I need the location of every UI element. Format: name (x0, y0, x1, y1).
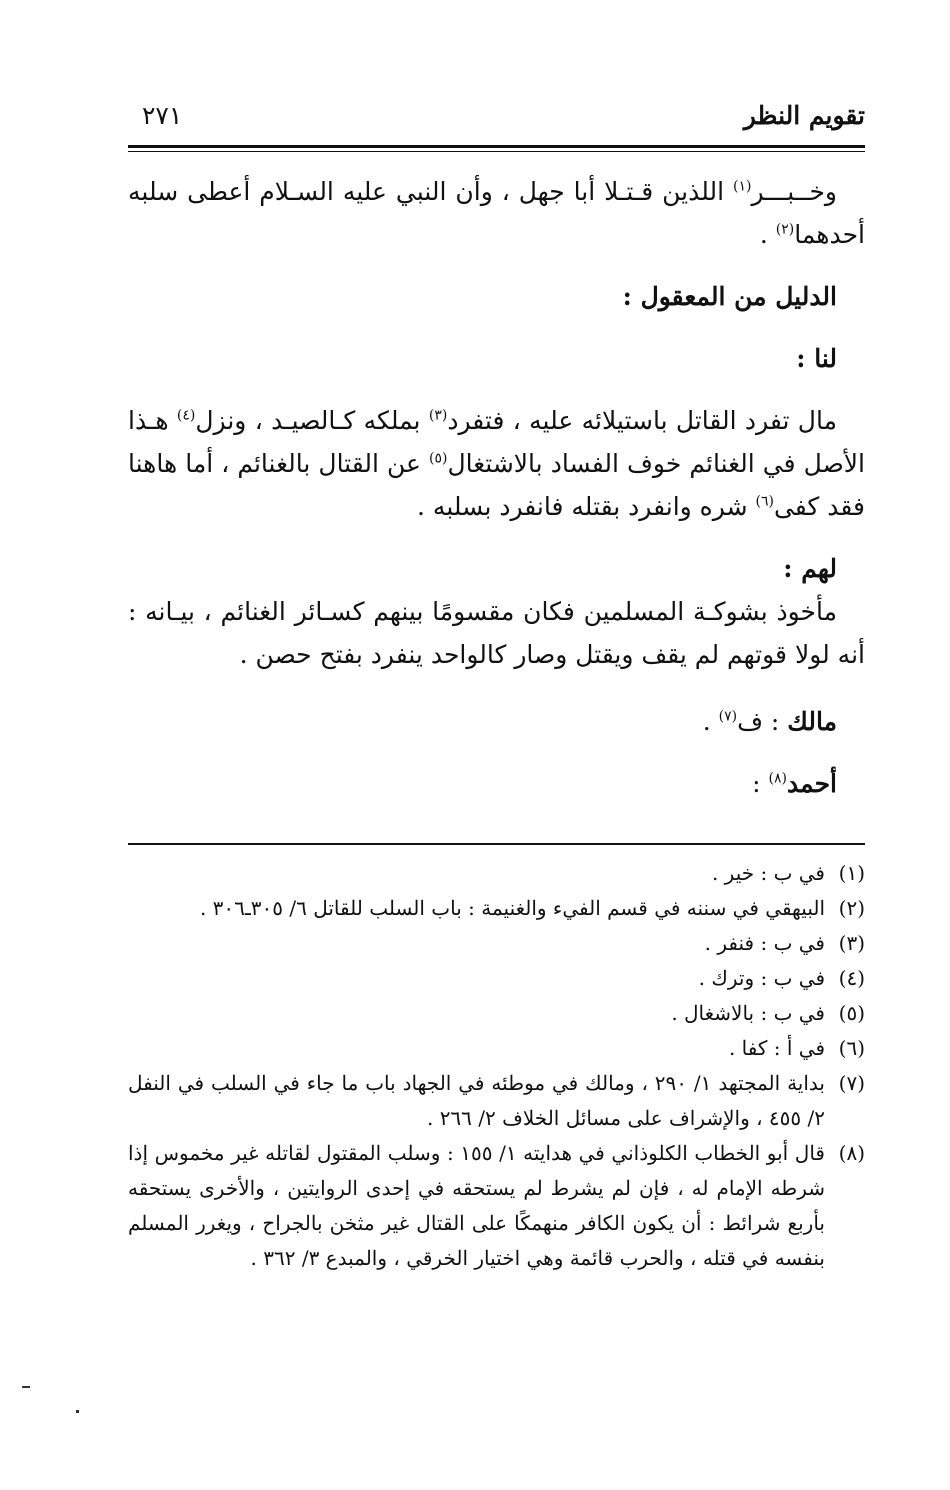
page-number: ٢٧١ (142, 101, 183, 130)
footnote-number: (٦) (838, 1036, 865, 1060)
footnote (128, 891, 865, 926)
footnote-text: قال أبو الخطاب الكلوذاني في هدايته ١/ ١٥٥ : وسلب المقتول لقاتله غير مخموس إذا شرطه الإمام له ، فإن لم يشرط لم يستحقه في إحدى الروايتين ، والأخرى يستحقه بأربع شرائط : أن يكون الكافر منهمكًا على القتال غير مثخن بالجراح ، ويغرر المسلم بنفسه في قتله ، والحرب قائمة وهي اختيار الخرقي ، والمبدع ٣/ ٣٦٢ . (128, 1141, 826, 1270)
footnote (128, 926, 865, 961)
text-run: بملكه كـالصيـد ، ونزل (195, 406, 429, 435)
footnote (128, 1066, 865, 1136)
text-run: مال تفرد القاتل باستيلائه عليه ، فتفرد (447, 406, 837, 435)
footnote-text: في ب : وترك . (698, 966, 825, 990)
footnote-text: في ب : بالاشغال . (671, 1001, 825, 1025)
text-run: هـذا الأصل في الغنائم خوف الفساد بالاشتغال (128, 406, 865, 478)
footnote-number: (٨) (838, 1141, 865, 1165)
footnote-ref: (٢) (775, 221, 795, 238)
label-ahmad: أحمد (787, 769, 837, 798)
footnote-text: في أ : كفا . (728, 1036, 825, 1060)
scan-speck (76, 1410, 79, 1413)
footnote (128, 856, 865, 891)
footnote-number: (٧) (838, 1071, 865, 1095)
section-heading: الدليل من المعقول : (622, 282, 837, 311)
text-run: . (759, 220, 776, 249)
footnote-ref: (٤) (176, 407, 196, 424)
footnote-number: (٣) (838, 931, 865, 955)
footnote-ref: (٨) (768, 770, 788, 787)
footnote (128, 961, 865, 996)
paragraph-hadith (128, 170, 865, 256)
text-run: وخــبـــر (751, 177, 837, 206)
footnote (128, 996, 865, 1031)
footnote-number: (٥) (838, 1001, 865, 1025)
footnote-text: البيهقي في سننه في قسم الفيء والغنيمة : باب السلب للقاتل ٦/ ٣٠٥ـ٣٠٦ . (199, 896, 825, 920)
footnote-separator (128, 843, 865, 845)
footnote-number: (٤) (838, 966, 865, 990)
paragraph-counter-argument: مأخوذ بشوكـة المسلمين فكان مقسومًا بينهم كسـائر الغنائم ، بيـانه : أنه لولا قوتهم لم يقف ويقتل وصار كالواحد ينفرد بفتح حصن . (128, 597, 865, 669)
paragraph-malik (128, 700, 865, 743)
text-run: : ف (737, 707, 788, 736)
footnote (128, 1136, 865, 1276)
page-header (130, 98, 865, 134)
header-rule (128, 145, 865, 148)
footnotes (128, 856, 865, 1276)
footnote-number: (٢) (838, 896, 865, 920)
footnote-text: بداية المجتهد ١/ ٢٩٠ ، ومالك في موطئه في الجهاد باب ما جاء في السلب في النفل ٢/ ٤٥٥ ، والإشراف على مسائل الخلاف ٢/ ٢٦٦ . (128, 1071, 825, 1130)
footnote-ref: (٧) (718, 708, 738, 725)
footnote-number: (١) (838, 861, 865, 885)
text-run: اللذين قـتـلا أبا جهل ، وأن النبي عليه السـلام أعطى سلبه أحدهما (128, 177, 865, 249)
paragraph-argument (128, 399, 865, 528)
label-malik: مالك (787, 707, 837, 736)
footnote-ref: (٦) (755, 493, 774, 510)
subheading-lana: لنا : (796, 344, 837, 373)
text-run: . (702, 707, 719, 736)
footnote (128, 1031, 865, 1066)
footnote-text: في ب : فنفر . (704, 931, 825, 955)
subheading-lahum: لهم : (783, 554, 837, 583)
text-run: شره وانفرد بقتله فانفرد بسلبه . (417, 492, 756, 521)
running-title: تقويم النظر (743, 101, 865, 130)
paragraph-ahmad (128, 762, 865, 805)
header-rule-thin (128, 151, 865, 152)
footnote-text: في ب : خير . (711, 861, 825, 885)
text-run: عن القتال بالغنائم ، أما هاهنا فقد كفى (128, 449, 865, 521)
text-run: : (752, 769, 769, 798)
footnote-ref: (١) (733, 178, 752, 195)
scan-speck (22, 1386, 30, 1388)
footnote-ref: (٥) (429, 450, 448, 467)
footnote-ref: (٣) (428, 407, 448, 424)
main-text (128, 170, 865, 805)
